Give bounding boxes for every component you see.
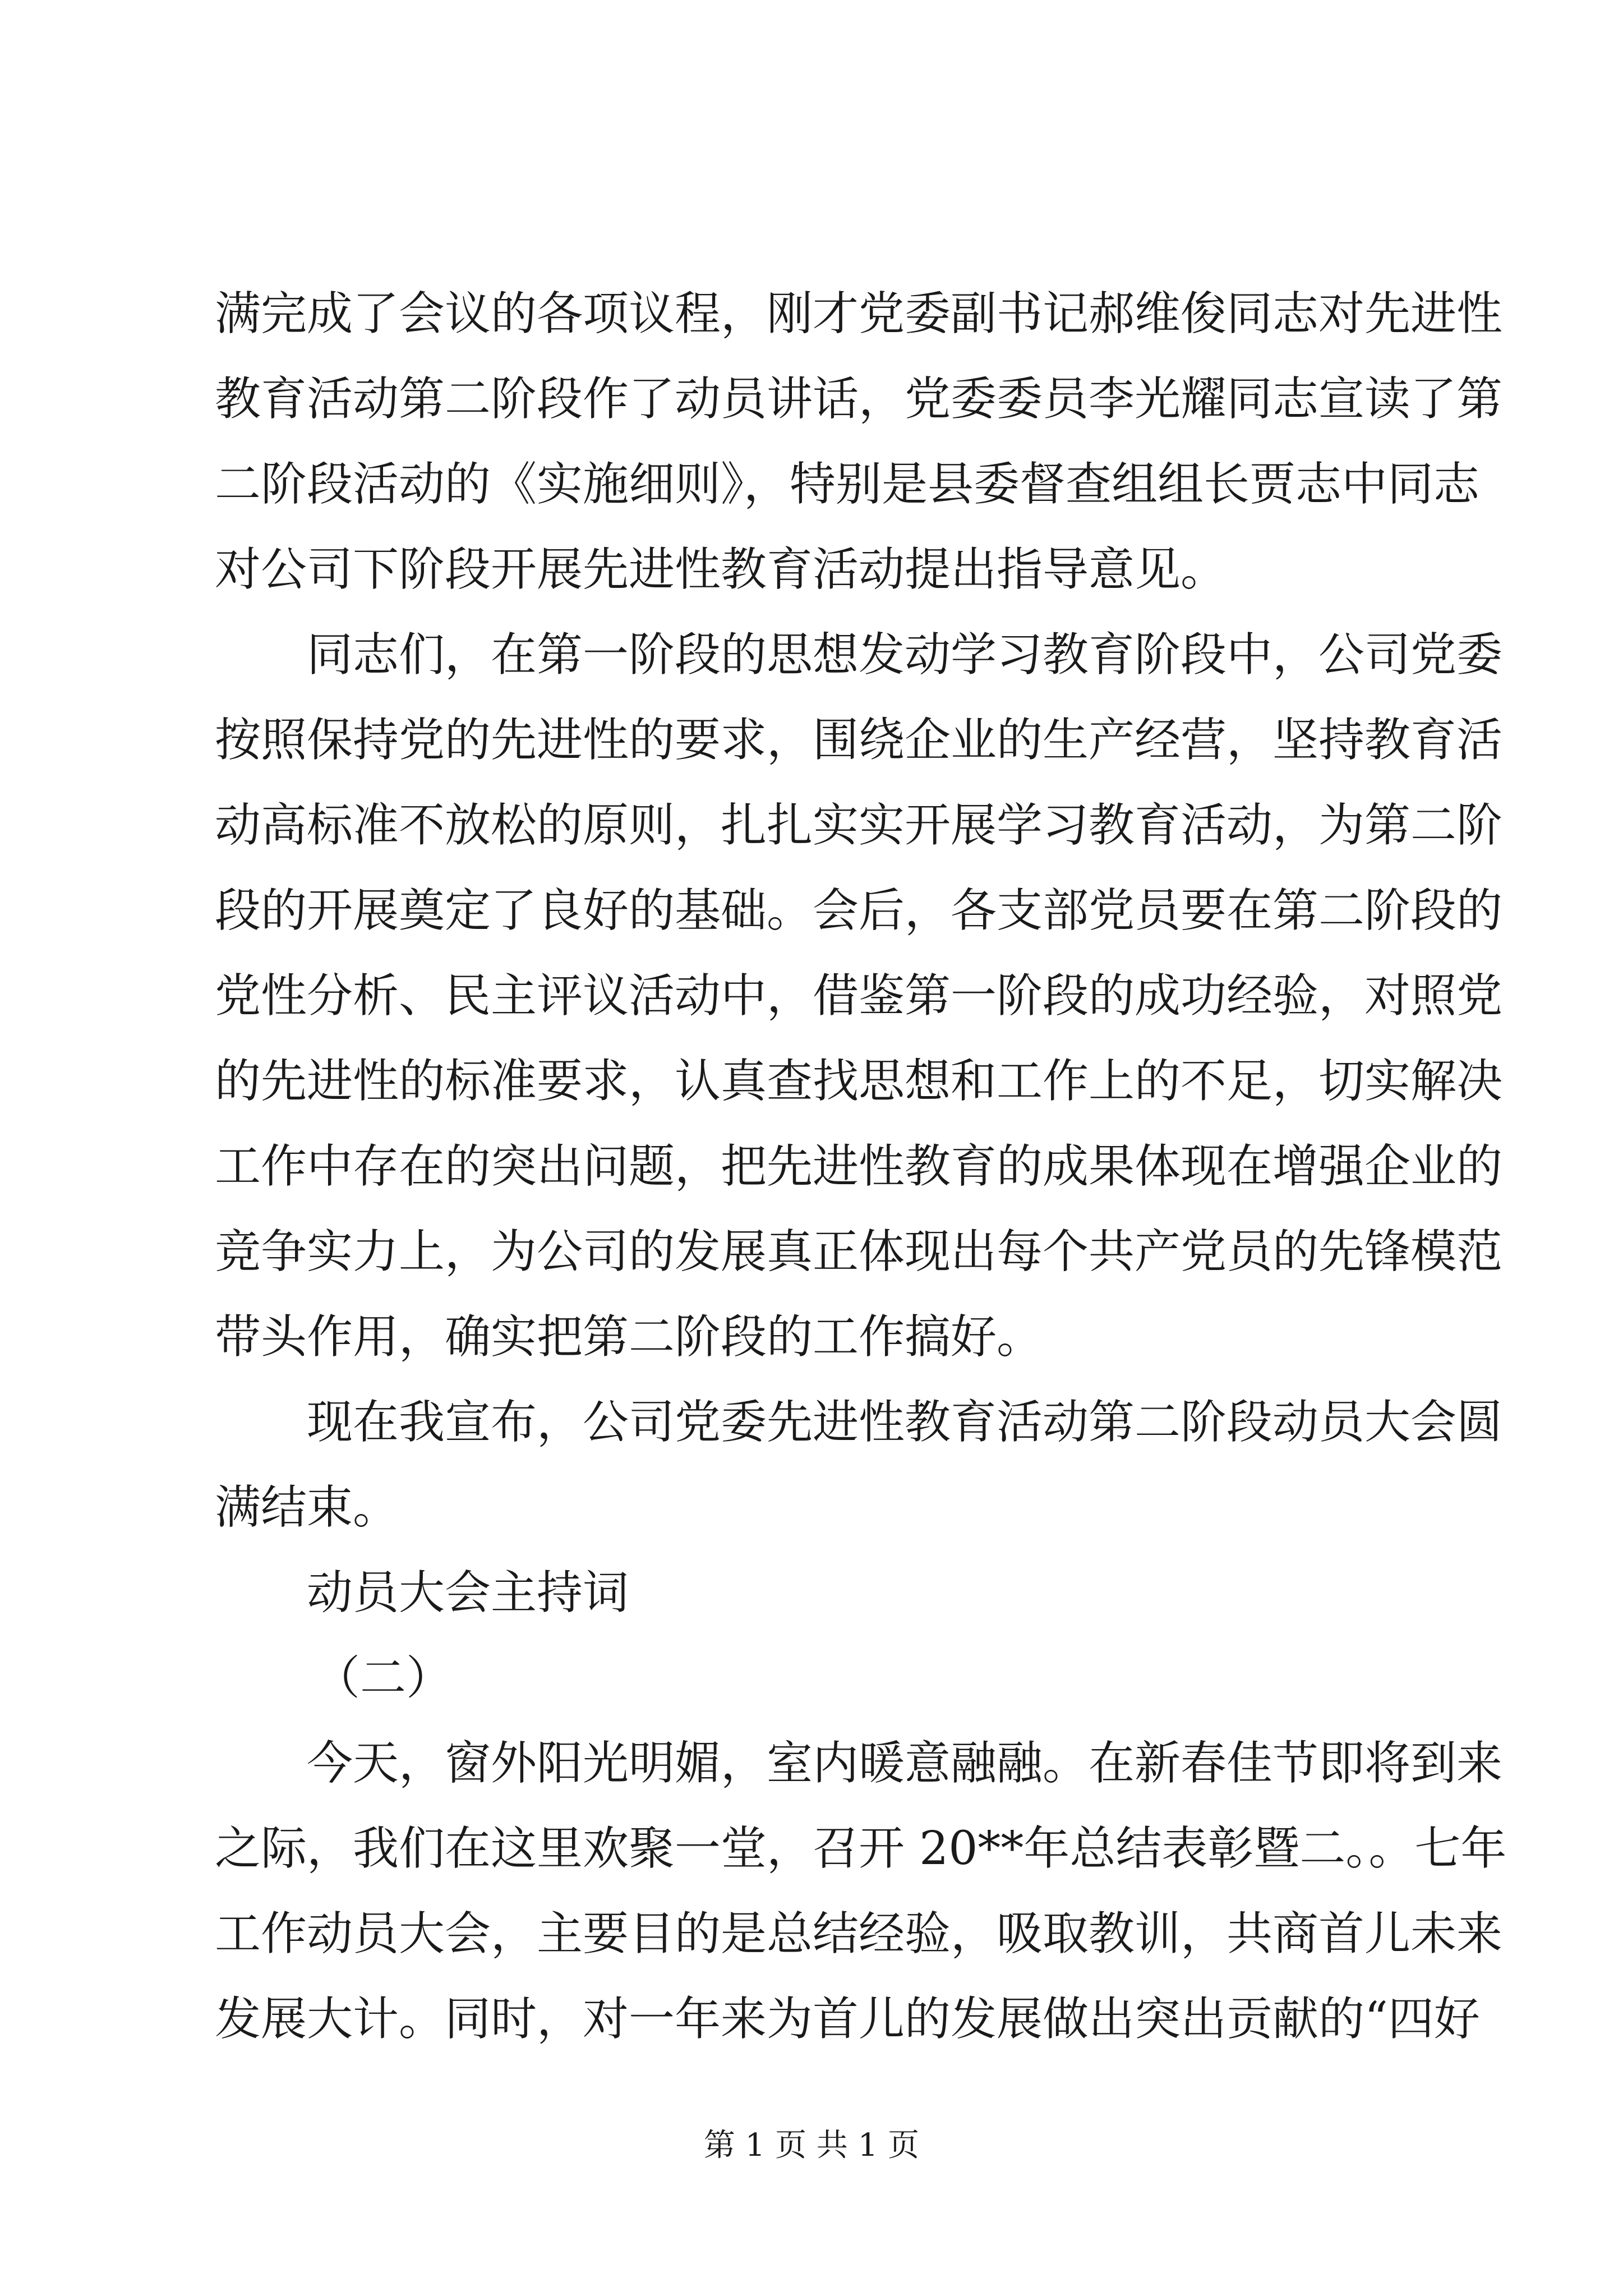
body-line-11: 工作中存在的突出问题，把先进性教育的成果体现在增强企业的 — [215, 1140, 1503, 1193]
body-line-20: 工作动员大会，主要目的是总结经验，吸取教训，共商首儿未来 — [215, 1907, 1503, 1961]
body-line-10: 的先进性的标准要求，认真查找思想和工作上的不足，切实解决 — [215, 1055, 1503, 1108]
body-line-19: 之际，我们在这里欢聚一堂，召开 20**年总结表彰暨二。。七年 — [215, 1822, 1507, 1875]
body-line-17: （二） — [314, 1651, 453, 1705]
body-line-8: 段的开展奠定了良好的基础。会后，各支部党员要在第二阶段的 — [215, 884, 1503, 937]
body-line-5: 同志们，在第一阶段的思想发动学习教育阶段中，公司党委 — [307, 628, 1503, 682]
body-line-13: 带头作用，确实把第二阶段的工作搞好。 — [215, 1310, 1043, 1364]
body-line-16: 动员大会主持词 — [307, 1566, 629, 1619]
body-line-15: 满结束。 — [215, 1481, 399, 1534]
body-line-12: 竞争实力上，为公司的发展真正体现出每个共产党员的先锋模范 — [215, 1225, 1503, 1278]
body-line-6: 按照保持党的先进性的要求，围绕企业的生产经营，坚持教育活 — [215, 714, 1503, 767]
body-line-1: 满完成了会议的各项议程，刚才党委副书记郝维俊同志对先进性 — [215, 287, 1503, 341]
body-line-9: 党性分析、民主评议活动中，借鉴第一阶段的成功经验，对照党 — [215, 969, 1503, 1023]
body-line-3: 二阶段活动的《实施细则》，特别是县委督查组组长贾志中同志 — [215, 458, 1480, 511]
body-line-4: 对公司下阶段开展先进性教育活动提出指导意见。 — [215, 543, 1227, 596]
body-line-21: 发展大计。同时，对一年来为首儿的发展做出突出贡献的“四好 — [215, 1993, 1480, 2046]
body-line-2: 教育活动第二阶段作了动员讲话，党委委员李光耀同志宣读了第 — [215, 372, 1503, 426]
body-line-14: 现在我宣布，公司党委先进性教育活动第二阶段动员大会圆 — [307, 1396, 1503, 1449]
body-line-7: 动高标准不放松的原则，扎扎实实开展学习教育活动，为第二阶 — [215, 799, 1503, 852]
page-footer: 第 1 页 共 1 页 — [703, 2127, 920, 2164]
body-line-18: 今天，窗外阳光明媚，室内暖意融融。在新春佳节即将到来 — [307, 1737, 1503, 1790]
